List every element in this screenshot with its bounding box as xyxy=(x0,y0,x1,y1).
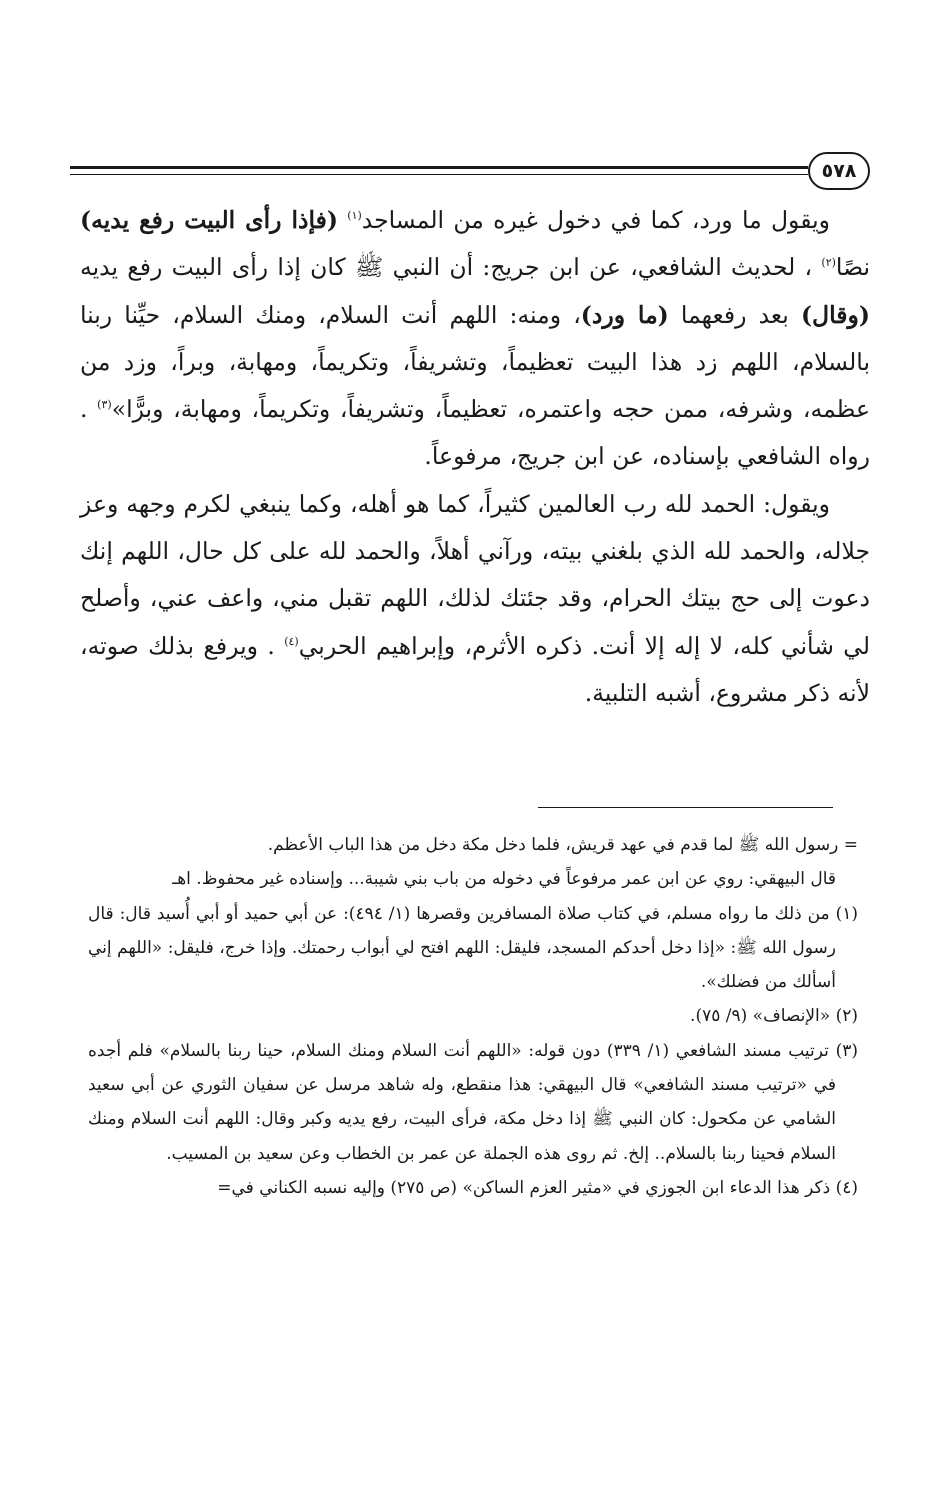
header-rule-thin xyxy=(70,174,808,175)
footnotes xyxy=(88,828,858,1205)
text-run: . ويرفع بذلك صوته، لأنه ذكر مشروع، أشبه التلبية. xyxy=(80,631,870,707)
text-run: ، ومنه: اللهم أنت السلام، ومنك السلام، حيِّنا ربنا بالسلام، اللهم زد هذا البيت تعظيماً، وتشريفاً، وتكريماً، ومهابة، وبراً، وزد من عظمه، وشرفه، ممن حجه واعتمره، تعظيماً، وتشريفاً، وتكريماً، ومهابة، وبرًّا» xyxy=(80,300,870,424)
footnote-2: (٢) «الإنصاف» (٩/ ٧٥). xyxy=(690,1006,858,1027)
footnote-3: (٣) ترتيب مسند الشافعي (١/ ٣٣٩) دون قوله: «اللهم أنت السلام ومنك السلام، حينا ربنا بالسلام» فلم أجده في «ترتيب مسند الشافعي» قال البيهقي: هذا منقطع، وله شاهد مرسل عن سفيان الثوري عن أبي سعيد الشامي عن مكحول: كان النبي ﷺ إذا دخل مكة، فرأى البيت، رفع يديه وكبر وقال: اللهم أنت السلام ومنك السلام فحينا ربنا بالسلام.. إلخ. ثم روى هذه الجملة عن عمر بن الخطاب وعن سعيد بن المسيب. xyxy=(88,1040,858,1164)
main-paragraph-1 xyxy=(80,197,870,481)
page-number: ٥٧٨ xyxy=(808,152,870,190)
text-run: . رواه الشافعي بإسناده، عن ابن جريج، مرفوعاً. xyxy=(80,395,870,471)
bold-quote: (وقال) xyxy=(800,300,870,329)
text-run: ويقول: الحمد لله رب العالمين كثيراً، كما هو أهله، وكما ينبغي لكرم وجهه وعز جلاله، والحمد لله الذي بلغني بيته، ورآني أهلاً، والحمد لله على كل حال، اللهم إنك دعوت إلى حج بيتك الحرام، وقد جئتك لذلك، اللهم تقبل مني، واعف عني، وأصلح لي شأني كله، لا إله إلا أنت. ذكره الأثرم، وإبراهيم الحربي xyxy=(80,489,870,660)
page-header xyxy=(70,150,870,194)
bold-quote: (ما ورد) xyxy=(580,300,669,329)
main-paragraph-2 xyxy=(80,481,870,717)
main-text xyxy=(80,197,870,717)
footnote-4: (٤) ذكر هذا الدعاء ابن الجوزي في «مثير العزم الساكن» (ص ٢٧٥) وإليه نسبه الكناني في= xyxy=(217,1177,858,1198)
footnote-ref-2[interactable]: (٢) xyxy=(821,256,836,270)
text-run: ، لحديث الشافعي، عن ابن جريج: أن النبي ﷺ كان إذا رأى البيت رفع يديه xyxy=(80,253,822,282)
footnote-continuation: قال البيهقي: روي عن ابن عمر مرفوعاً في دخوله من باب بني شيبة... وإسناده غير محفوظ. اهـ xyxy=(172,869,836,890)
bold-quote: (فإذا رأى البيت رفع يديه) xyxy=(80,206,338,234)
footnote-separator xyxy=(538,807,833,808)
footnote-ref-3[interactable]: (٣) xyxy=(97,398,112,412)
footnote-ref-4[interactable]: (٤) xyxy=(284,634,299,648)
footnote-1: (١) من ذلك ما رواه مسلم، في كتاب صلاة المسافرين وقصرها (١/ ٤٩٤): عن أبي حميد أو أبي أُسيد قال: قال رسول الله ﷺ: «إذا دخل أحدكم المسجد، فليقل: اللهم افتح لي أبواب رحمتك. وإذا خرج، فليقل: «اللهم إني أسألك من فضلك». xyxy=(88,903,858,993)
text-run: ويقول ما ورد، كما في دخول غيره من المساجد xyxy=(361,206,830,234)
text-run xyxy=(338,206,347,234)
text-run: نصًا xyxy=(835,253,870,282)
header-rule-thick xyxy=(70,166,808,169)
footnote-continuation: = رسول الله ﷺ لما قدم في عهد قريش، فلما دخل مكة دخل من هذا الباب الأعظم. xyxy=(267,835,858,855)
footnote-ref-1[interactable]: (١) xyxy=(347,209,362,223)
text-run: بعد رفعهما xyxy=(668,300,801,329)
